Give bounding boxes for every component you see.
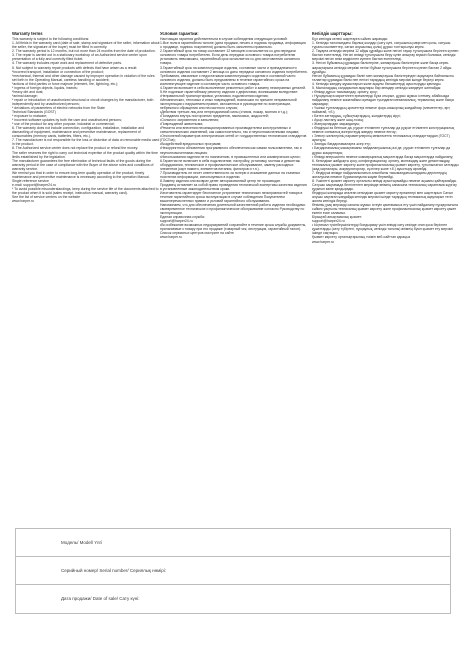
paragraph: This warranty is subject to the following conditions:: [12, 37, 90, 42]
paragraph: Требования, связанные с недостатками комплектующего изделия и составной части основного изделия, должны быть предъявлены в течение гарантийного срока на комплектующее изделие и составную часть основного товара.: [160, 73, 296, 86]
paragraph: • Электр желілерінің параметрлерінің мемлекеттік техникалық стандарттардан (ГОСТ) ауытқуы;: [312, 134, 450, 143]
paragraph: 5.Не подлежат гарантийному ремонту изделия с дефектами, возникшими вследствие:: [160, 89, 299, 94]
paragraph: * ingress of foreign objects, liquids, insects;: [12, 85, 78, 90]
paragraph: 8.Замену изделия или возврат денег авторизованный центр не производит.: [160, 178, 281, 183]
paragraph: 2. The warranty period is 12 months, but not more than 24 months from the date of production.: [12, 49, 156, 54]
paragraph: 1.Все поля в гарантийном талоне (дата продажи, печать и подпись продавца, информация о продавце, подпись покупателя) должны быть заполнены правильно.: [160, 41, 306, 50]
paragraph: 8. The Authorized service center does not replace the product or refund the money.: [12, 146, 139, 151]
paragraph: • Үшінші тұлғалардың әрекеттері немесе форс-мажорлық жағдайлар (элементтер, өрт, найзағай, т.б.);: [312, 105, 451, 115]
paragraph: • Зиянды бағдарламаларға әсер ету;: [312, 142, 371, 147]
paragraph: •Использования изделия не по назначению, в промышленных или коммерческих целях;: [160, 154, 301, 159]
paragraph: Сатушы заңнамада белгіленген мерзімде өнімнің сапасына техникалық сараптама жүргізу құқығын өзіне қалдырады.: [312, 182, 457, 191]
paragraph: support@harper24.ru: [312, 219, 345, 224]
warranty-column-russian: [160, 32, 308, 240]
paragraph: *mechanical, thermal and other damage caused by improper operation in violation of the rules set forth in the Operating Manual, careless handling or accident;: [12, 73, 155, 82]
paragraph: • Өнімді өнеркәсіптік немесе коммерциялық мақсаттарда басқа мақсаттарда пайдалану;: [312, 154, 454, 159]
paragraph: Единая справочная служба:: [160, 215, 205, 220]
paragraph: •Воздействий вредоносных программ;: [160, 142, 222, 147]
paragraph: Негізгі бұйымның құрамдас бөлігі мен жинақтаушы бөліктеріндегі ақауларға байланысты талаптар құрамдас бөлік пен негізгі тауардың кепілдік мерзімі ішінде берілуі керек.: [312, 73, 454, 82]
date-of-sale-field-label: Дата продажи/ Date of sale/ Сату күні:: [61, 596, 140, 601]
paragraph: Настоящая гарантия действительна в случае соблюдения следующих условий:: [160, 37, 288, 42]
date-of-sale-field[interactable]: [16, 585, 450, 613]
paragraph: 2. Тауарға кепілдік мерзімі 12 айды құрайды және негізгі тауар тұтынушыға берілген күннен бастап есептеледі. Негізгі өнімді тұтынушыға беру күнін анықтау мүмкін болмаса, кепілдік мерзімі негізгі өнім өндірілген күннен бастап есептеледі.: [312, 49, 459, 62]
warranty-column-kazakh: [312, 32, 460, 244]
paragraph: 6. The warranty does not include connection, configuration, installation, installation and dismantling of equipment, maintenance and preventive maintenance, replacement of consumables (memory cards, batteries, filters, etc.).: [12, 126, 144, 139]
paragraph: • Ықтимал түсінбеушіліктерді болдырмау үшін өнімді сату кезінде оған қоса берілген құжаттарды (сату түбіртегі, нұсқаулық, кепілдік талоны) өнімнің бүкіл қызмет ету мерзімі ішінде сақтаңыз.: [312, 223, 453, 236]
paragraph: •Во избежание возможных недоразумений сохраняйте в течение срока службы документы, прилагаемые к товару при его продаже (товарный чек, инструкция, гарантийный талон).: [160, 223, 307, 232]
paragraph: • Бөтен заттардың, сұйықтықтардың, жәндіктердің кіруі;: [312, 114, 401, 119]
paragraph: Өнімнің ұзақ мерзімді сапалы жұмыс істеуін қамтамасыз ету үшін пайдалану нұсқаулығына сәйкес уақтылы техникалық қызмет көрсету және профилактикалық қызмет көрсету қажет екенін еске саламыз.: [312, 203, 458, 216]
paragraph: *actions of third parties or force majeure (element, fire, lightning, etc.);: [12, 81, 119, 86]
paragraph: 6. Кепілдікке жабдықты қосу, конфигурациялау, орнату, монтаждау және демонтаждау, техникалық қызмет көрсету және профилактикалық қызмет көрсету, тұтынылатын заттарды (жад карталары, аккумуляторлар, сүзгілер және т.б.) ауыстыру кірмейді.: [312, 158, 459, 171]
paragraph: •Механических, тепловых и иных повреждений, возникших по причине неправильной эксплуатации с нарушением правил, изложенных в руководстве по эксплуатации, небрежного обращения или несчастного случая;: [160, 97, 297, 110]
column-title: Кепілдік шарттары:: [312, 31, 353, 36]
serial-number-field[interactable]: [16, 557, 450, 585]
paragraph: The manufacturer guarantees the free elimination of technical faults of the goods during the warranty period in the case of compliance with the Buyer of the above rules and conditions of warranty service.: [12, 158, 154, 171]
paragraph: 1. Кепілдік талонындағы барлық жолдар (сату күні, сатушының мөрі мен қолы, сатушы туралы мәліметтер, сатып алушының қолы) дұрыс толтырылуы керек.: [312, 41, 451, 50]
paragraph: • Бағдарламалық жасақтаманы пайдаланушының өзі де, рұқсат етілмеген тұлғалар да дұрыс жаңартпауы;: [312, 146, 451, 155]
paragraph: Қызмет көрсету орталықтарының тізімін веб-сайттан қараңыз: [312, 235, 411, 240]
paragraph: •Некорректного обновления программного обеспечения как самим пользователем, так и неуполномоченными лицами;: [160, 146, 302, 155]
paragraph: 8. Уәкілетті қызмет көрсету орталығы өнімді ауыстырмайды немесе ақшаны қайтармайды.: [312, 178, 458, 183]
paragraph: 2.Гарантийный срок на товар составляет 12 месяцев и исчисляется со дня передачи основного товара потребителю. Если день передачи основного товара потребителю установить невозможно, гарантийный срок исчисляется со дня изготовления основного товара.: [160, 49, 301, 66]
paragraph: Список сервисных центров смотрите на сайте: [160, 231, 234, 236]
paragraph: * exposure to malware;: [12, 114, 48, 119]
paragraph: 1. All fields in the warranty card (date of sale, stamp and signature of the seller, information about the seller, the signature of the buyer) must be filled in correctly.: [12, 41, 160, 50]
paragraph: • Өнімді дұрыс тасымалдау, орнату, қосу;: [312, 89, 378, 94]
paragraph: www.harper.ru: [160, 235, 182, 240]
paragraph: * use of the product for any other purpose, industrial or commercial;: [12, 122, 115, 127]
paragraph: Бірыңғай анықтамалық қызмет:: [312, 215, 363, 220]
paragraph: www.harper.ru: [312, 239, 334, 244]
paragraph: 3.Гарантийный срок на комплектующие изделия, составные части и принадлежности основного изделия составляет 2 месяца со даты передачи основного изделия потребителю.: [160, 65, 308, 74]
paragraph: 6.Гарантия не включает в себя подключение, настройку, установку, монтаж и демонтаж оборудования, техническое и профилактическое обслуживание, замену расходных элементов (карт памяти, элементов питания, фильтров и т.п.).: [160, 158, 300, 171]
paragraph: 4. The warranty includes repair work and replacement of defective parts.: [12, 61, 122, 66]
paragraph: www.harper.ru: [12, 199, 34, 204]
column-body: [160, 37, 308, 239]
paragraph: 3. Негізгі бұйымның құрамдас бөліктеріне, жинақтаушы бөліктеріне және басқа керек-жарақтарына кепілдік мерзімі негізгі бұйым тұтынушыға берілген күннен бастап 2 айды құрайды.: [312, 61, 452, 74]
paragraph: •Отклонений параметров электрических сетей от государственных технических стандартов (ГОСТов);: [160, 134, 307, 143]
column-body: [12, 37, 160, 203]
paragraph: * repair or introduction of unauthorized structural or circuit changes by the manufacturer, both independently and by unauthorized persons;: [12, 97, 154, 106]
paragraph: Напоминаем, что для обеспечения длительной качественной работы изделия необходимо своевременное техническое и профилактическое обслуживание согласно Руководству по эксплуатации.: [160, 203, 306, 216]
paragraph: *incorrect transport, installation or connection of the product;: [12, 69, 104, 74]
paragraph: 7. Өндіруші өнімде пайдаланылатын алынбалы тасымалдағыштардағы деректердің жоғалуына немесе бұрмалануына жауап бермейді.: [312, 170, 447, 179]
paragraph: Өндіруші жоғарыда аталған кепілдікке қызмет көрсету ережелері мен шарттарын Сатып алушы сақтаған жағдайда кепілдік мерзімі ішінде тауардың техникалық ақауларын тегін жоюға кепілдік береді.: [312, 190, 453, 204]
paragraph: 5. Мыналардың салдарынан ақаулары бар өнімдер кепілдік жөндеуге жатпайды:: [312, 85, 442, 90]
paragraph: 7.Производитель не несет ответственности за потерю и искажение данных на съемных носителях информации, используемых в изделии.: [160, 170, 301, 179]
paragraph: * deviations of parameters of electric networks from the State: [12, 105, 105, 110]
paragraph: 7. The manufacturer is not responsible for the loss or distortion of data on removable media used in the product.: [12, 138, 160, 147]
serial-number-field-label: Серийный номер/ Serial number/ Сериялық нөмірі:: [61, 568, 166, 573]
paragraph: • Жануарлардан зақымдануы;: [312, 122, 360, 127]
paragraph: *heavy dirt and dust;: [12, 89, 44, 94]
paragraph: Продавец оставляет за собой право проведения технической экспертизы качества изделия в установленные законодательством сроки.: [160, 182, 307, 191]
paragraph: •Ремонта или внесения несанкционированных производителем конструктивных и схемотехнических изменений, как самостоятельно, так и неуполномоченными лицами;: [160, 126, 300, 135]
column-body: [312, 37, 460, 243]
column-title: Warranty terms: [12, 31, 43, 36]
paragraph: •Попадания внутрь посторонних предметов, насекомых, жидкостей;: [160, 114, 269, 119]
paragraph: • Нұсқаулықта көрсетілген ережелерді бұза отырып, дұрыс жұмыс істемеу, абайсызда пайдалану немесе жазатайым оқиғадан туындаған механикалық, термиялық және басқа зақымдар;: [312, 93, 454, 106]
paragraph: •Сильного загрязнения и запыления;: [160, 118, 220, 123]
paragraph: • Ауыр ластану және шаң-тозаң;: [312, 118, 364, 123]
paragraph: Изготовитель гарантирует бесплатное устранение технических неисправностей товара в течение гарантийного срока эксплуатации в случае соблюдения Покупателем вышеперечисленных правил и условий гарантийного обслуживания.: [160, 190, 303, 204]
paragraph: Single reference service: [12, 178, 49, 183]
warranty-column-english: [12, 32, 160, 203]
column-title: Условия гарантии:: [160, 31, 199, 36]
paragraph: 4. Кепілдік жөндеу жұмыстарын және ақаулы бөлшектерді ауыстыруды қамтиды.: [312, 81, 442, 86]
paragraph: We remind you that in order to ensure long-term quality operation of the product, timely maintenance and preventive maintenance is necessary according to the operation Manual.: [12, 170, 150, 179]
warranty-card-form: [15, 528, 451, 614]
paragraph: *animal damage;: [12, 93, 38, 98]
paragraph: * incorrect software updates by both the user and unauthorized persons;: [12, 118, 122, 123]
paragraph: e-mail: support@harper24.ru: [12, 182, 56, 187]
paragraph: • Өндіруші өз бетінше да, рұқсат етілмеген тұлғалар да рұқсат етілмеген конструкциялық немесе схемалық өзгерістерді жөндеу немесе енгізу;: [312, 126, 455, 135]
paragraph: •Повреждений животными;: [160, 122, 204, 127]
paragraph: •Неправильной транспортировки, установки, подключения изделия;: [160, 93, 269, 98]
model-field[interactable]: [16, 529, 450, 557]
paragraph: 5. Not subject to warranty repair products with defects that have arisen as a result:: [12, 65, 138, 70]
paragraph: * To avoid possible misunderstandings, keep during the service life of the documents attached to the product when it is sold (sales receipt, instruction manual, warranty card).: [12, 186, 159, 195]
paragraph: •Действия третьих лиц или непреодолимой силы (стихия, пожар, молния и т.д.);: [160, 110, 288, 115]
paragraph: The seller reserves the right to carry out technical expertise of the product quality within the time limits established by the legislation.: [12, 150, 158, 159]
paragraph: See the list of service centers on the website: [12, 195, 81, 200]
paragraph: 3. The repair is carried out in a stationary workshop of an Authorized service center upon presentation of a fully and correctly filled ticket.: [12, 53, 147, 62]
paragraph: support@harper24.ru: [160, 219, 193, 224]
model-field-label: Модель/ Model/ Үлгі: [61, 540, 103, 545]
paragraph: Бұл кепілдік келесі шарттарға сәйкес жарамды:: [312, 37, 389, 42]
paragraph: Technical Standards (GOST): [12, 110, 56, 115]
paragraph: 4.Гарантия включает в себя выполнение ремонтных работ и замену неисправных деталей.: [160, 85, 306, 90]
